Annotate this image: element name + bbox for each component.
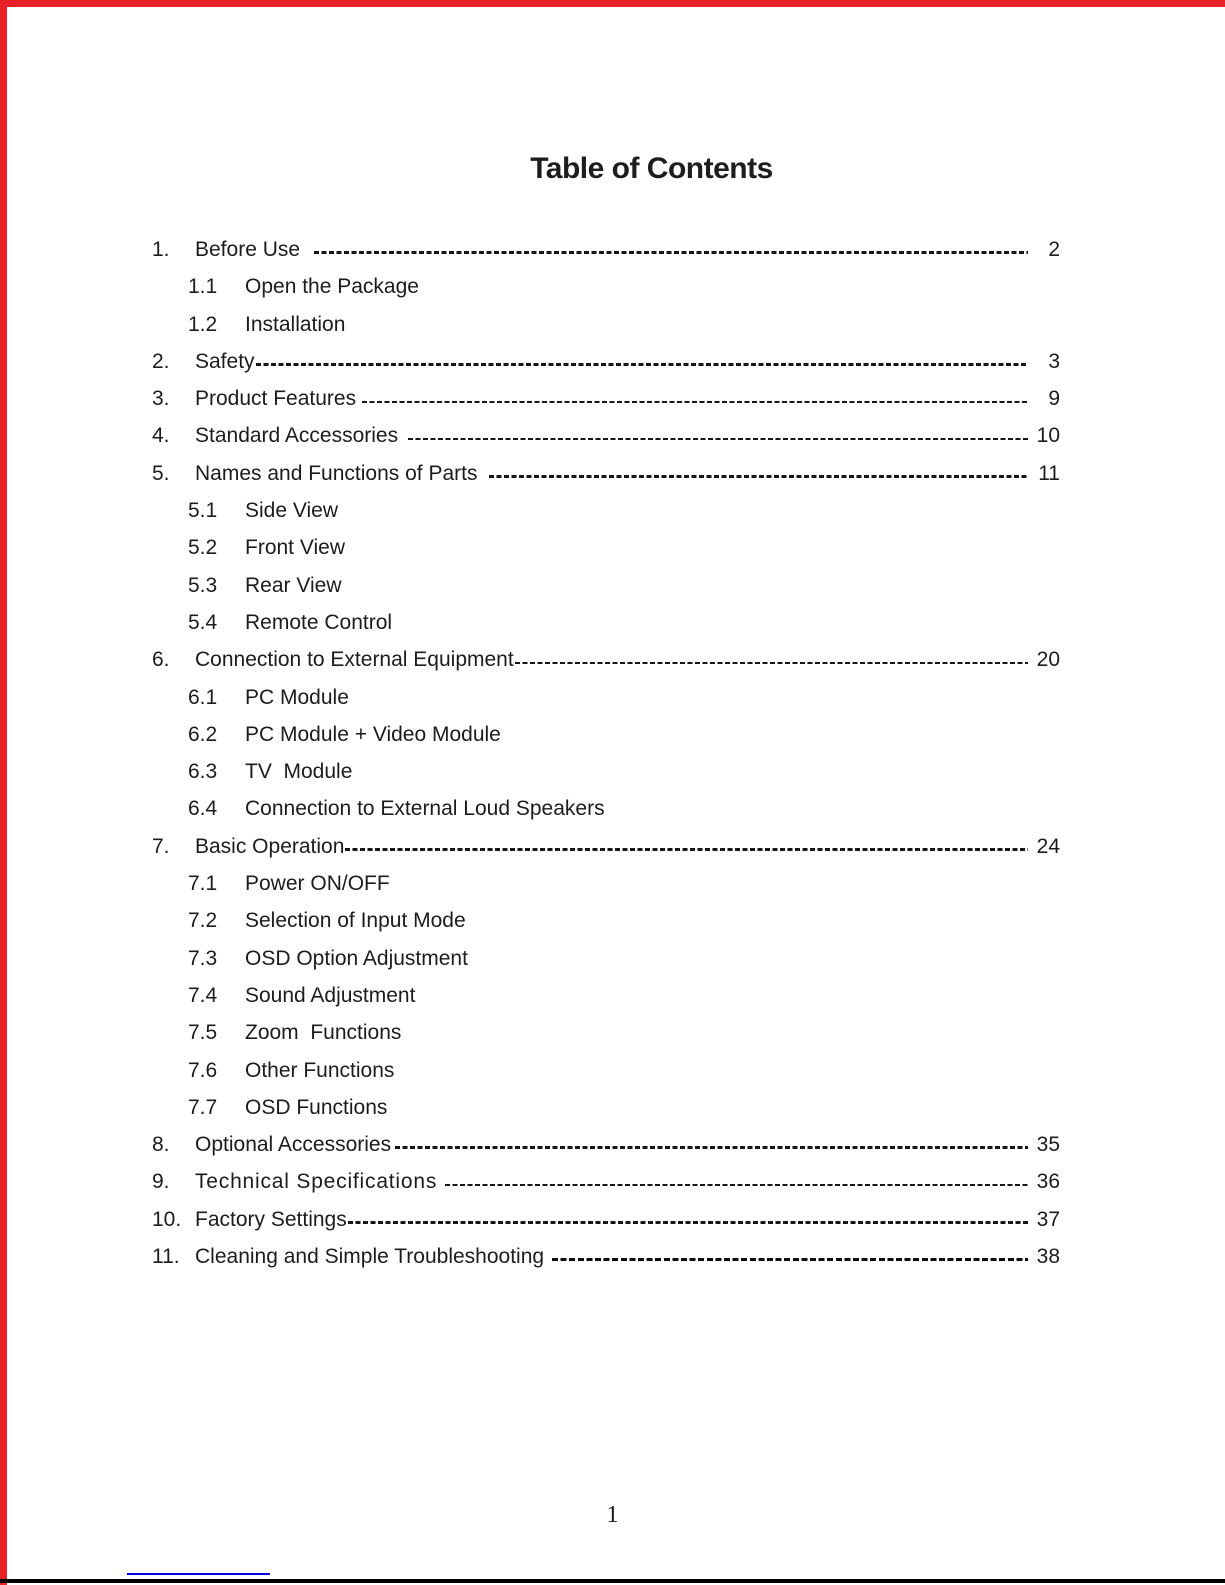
toc-subentry [152,790,1060,827]
toc-entry-number: 5.1 [188,499,218,523]
toc-page-number: 9 [1048,387,1060,411]
toc-entry [152,1201,1060,1238]
toc-entry-label: Rear View [245,573,342,597]
toc-subentry [152,1089,1060,1126]
toc-dot-leader [314,251,1028,254]
toc-entry-label: OSD Option Adjustment [245,946,468,970]
toc-entry-label: Side View [245,499,339,523]
toc-entry-number: 1.2 [188,312,218,336]
toc-dot-leader [515,662,1028,665]
toc-page-number: 36 [1036,1170,1060,1194]
toc-entry-number: 8. [152,1133,170,1157]
toc-subentry [152,902,1060,939]
toc-page-number: 37 [1036,1207,1060,1231]
toc-entry-label: PC Module + Video Module [245,722,501,746]
toc-entry [152,231,1060,268]
toc-subentry [152,977,1060,1014]
toc-dot-leader [552,1258,1028,1262]
toc-dot-leader [345,848,1028,851]
toc-entry [152,828,1060,865]
toc-entry-number: 6.1 [188,685,218,709]
toc-entry-number: 1.1 [188,275,218,299]
toc-entry-label: Standard Accessories [195,424,399,448]
toc-entry-number: 5.3 [188,573,218,597]
toc-subentry [152,567,1060,604]
toc-entry-label: Sound Adjustment [245,983,416,1007]
toc-dot-leader [408,438,1028,441]
toc-entry-number: 4. [152,424,170,448]
toc-entry-number: 7.5 [188,1021,218,1045]
toc-entry-number: 7.4 [188,983,218,1007]
toc-entry [152,1163,1060,1200]
toc-page-number: 10 [1036,424,1060,448]
toc-dot-leader [445,1184,1028,1187]
toc-entry-label: Zoom Functions [245,1021,402,1045]
toc-entry-number: 7.6 [188,1058,218,1082]
toc-entry-number: 5. [152,461,170,485]
toc-subentry [152,492,1060,529]
toc-entry [152,417,1060,454]
toc-entry-label: Basic Operation [195,834,345,858]
toc-page-number: 3 [1048,349,1060,373]
toc-subentry [152,716,1060,753]
toc-entry-number: 7.2 [188,909,218,933]
toc-entry-label: Other Functions [245,1058,395,1082]
toc-subentry [152,753,1060,790]
page-title: Table of Contents [530,152,773,185]
toc-entry [152,455,1060,492]
toc-entry-number: 6.2 [188,722,218,746]
toc-dot-leader [489,475,1028,478]
toc-entry-label: Open the Package [245,275,419,299]
toc-entry [152,343,1060,380]
toc-page-number: 38 [1036,1245,1060,1269]
toc-entry-number: 1. [152,238,170,261]
toc-subentry [152,268,1060,305]
toc-page-number: 24 [1036,834,1060,858]
toc-entry-label: Remote Control [245,610,393,634]
toc-entry-number: 2. [152,349,170,373]
toc-entry-label: Optional Accessories [195,1133,392,1157]
toc-entry-number: 7. [152,834,170,858]
toc-dot-leader [362,401,1028,404]
toc-entry [152,641,1060,678]
toc-entry-label: Connection to External Equipment [195,648,514,672]
toc-entry [152,380,1060,417]
toc-entry-number: 9. [152,1170,170,1194]
toc-entry-label: Safety [195,349,255,373]
toc-entry-label: Installation [245,312,346,336]
toc-entry-number: 3. [152,387,170,411]
toc-subentry [152,940,1060,977]
toc-entry [152,1126,1060,1163]
toc-entry-number: 5.2 [188,536,218,560]
toc-entry-number: 11. [152,1245,180,1269]
toc-entry-number: 6. [152,648,170,672]
toc-entry-number: 6.4 [188,797,218,821]
toc-entry-number: 6.3 [188,760,218,784]
toc-subentry [152,604,1060,641]
toc-entry-label: Connection to External Loud Speakers [245,797,605,821]
toc-page-number: 11 [1038,461,1060,485]
toc-dot-leader [256,363,1028,366]
toc-entry-label: Names and Functions of Parts [195,461,478,485]
toc-entry-label: Selection of Input Mode [245,909,466,933]
toc-entry-number: 7.3 [188,946,218,970]
toc-page-number: 2 [1048,238,1060,261]
folio-page-number: 1 [606,1502,619,1528]
scan-border-top [0,0,1225,7]
toc-entry-label: TV Module [245,760,353,784]
toc-dot-leader [395,1146,1028,1149]
toc-subentry [152,679,1060,716]
toc-entry-label: Product Features [195,387,357,411]
toc-entry-label: Power ON/OFF [245,872,390,896]
toc-entry-label: Factory Settings [195,1207,347,1231]
toc-page-number: 20 [1036,648,1060,672]
bottom-black-rule [0,1579,1225,1583]
toc-entry-label: PC Module [245,685,349,709]
toc-entry-label: Technical Specifications [195,1170,438,1194]
toc-entry-label: Before Use [195,238,301,261]
toc-entry [152,1238,1060,1275]
footer-blue-rule [127,1573,270,1575]
table-of-contents [152,231,1060,1275]
toc-page-number: 35 [1036,1133,1060,1157]
toc-dot-leader [348,1221,1028,1224]
toc-entry-number: 7.7 [188,1095,218,1119]
toc-entry-label: OSD Functions [245,1095,388,1119]
toc-entry-number: 7.1 [188,872,218,896]
toc-subentry [152,306,1060,343]
toc-entry-label: Front View [245,536,345,560]
toc-subentry [152,529,1060,566]
toc-subentry [152,1052,1060,1089]
toc-entry-label: Cleaning and Simple Troubleshooting [195,1245,545,1269]
toc-entry-number: 10. [152,1207,182,1231]
toc-subentry [152,1014,1060,1051]
scan-border-left [0,0,7,1585]
toc-entry-number: 5.4 [188,610,218,634]
toc-subentry [152,865,1060,902]
